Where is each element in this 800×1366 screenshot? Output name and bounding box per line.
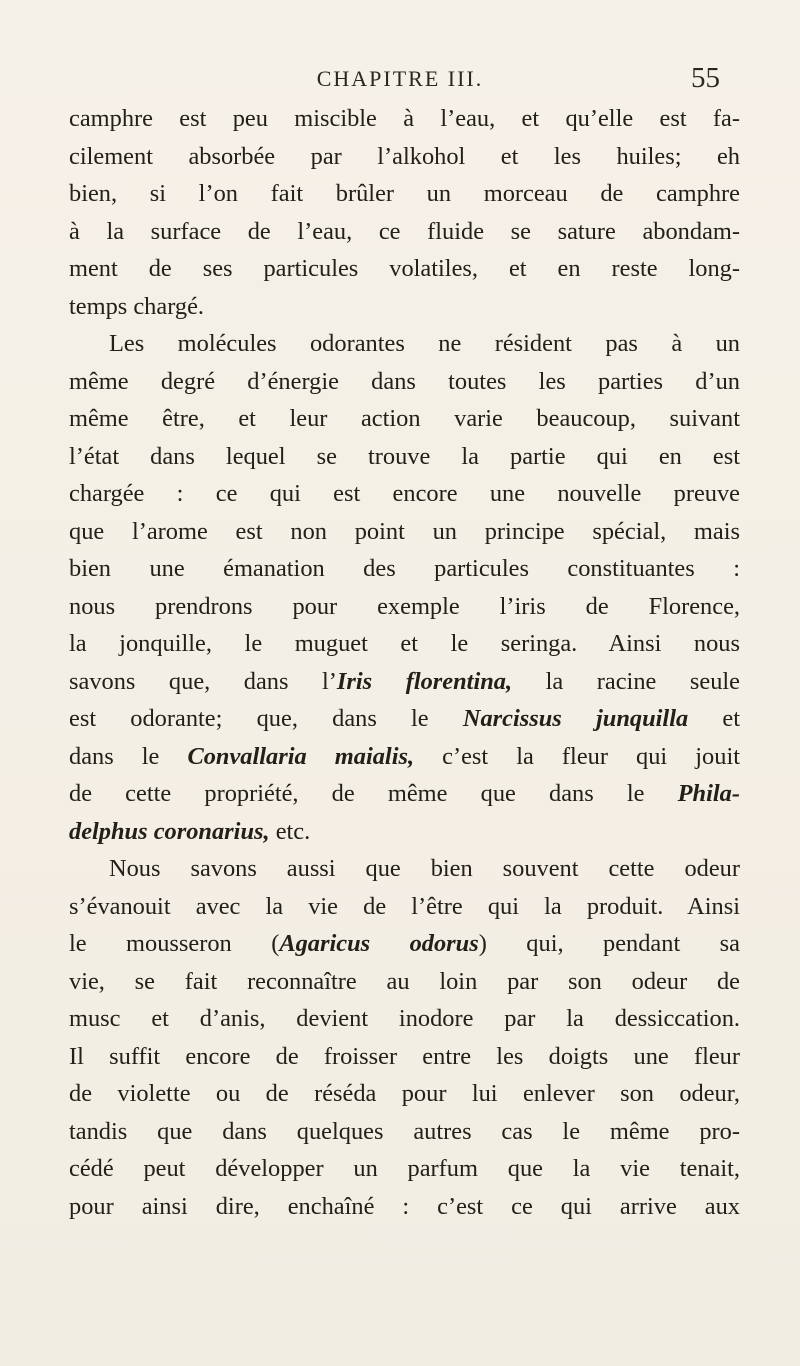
text-line: savons que, dans l’Iris florentina, la racine seule bbox=[69, 667, 740, 695]
text-line: que l’arome est non point un principe spécial, mais bbox=[69, 517, 740, 545]
species-name: Phila- bbox=[677, 780, 740, 807]
text-line: dans le Convallaria maialis, c’est la fleur qui jouit bbox=[69, 742, 740, 770]
text-line: chargée : ce qui est encore une nouvelle preuve bbox=[69, 480, 740, 507]
text-line: à la surface de l’eau, ce fluide se sature abondam- bbox=[69, 217, 740, 245]
page-number: 55 bbox=[691, 62, 720, 94]
text-line: cilement absorbée par l’alkohol et les huiles; eh bbox=[69, 142, 740, 170]
text-line: le mousseron (Agaricus odorus) qui, pendant sa bbox=[69, 930, 741, 957]
text-line: l’état dans lequel se trouve la partie qui en est bbox=[69, 442, 740, 470]
text-line: pour ainsi dire, enchaîné : c’est ce qui arrive aux bbox=[69, 1192, 740, 1220]
chapter-title: CHAPITRE III. bbox=[316, 66, 484, 91]
running-header bbox=[0, 62, 800, 98]
text-line: est odorante; que, dans le Narcissus junquilla et bbox=[69, 705, 740, 732]
species-name: Iris florentina, bbox=[336, 667, 513, 695]
text-line: tandis que dans quelques autres cas le même pro- bbox=[69, 1117, 740, 1145]
text-line: nous prendrons pour exemple l’iris de Florence, bbox=[69, 592, 740, 620]
text-line: cédé peut développer un parfum que la vie tenait, bbox=[69, 1155, 740, 1182]
text-line: temps chargé. bbox=[69, 292, 205, 320]
species-name: Convallaria maialis, bbox=[187, 742, 415, 770]
text-line: musc et d’anis, devient inodore par la dessiccation. bbox=[69, 1005, 740, 1032]
text-line: bien une émanation des particules constituantes : bbox=[69, 555, 740, 582]
species-name: delphus coronarius, bbox=[69, 817, 270, 845]
text-line: de violette ou de réséda pour lui enlever son odeur, bbox=[69, 1080, 740, 1107]
species-name: Narcissus junquilla bbox=[462, 705, 689, 732]
text-line: delphus coronarius, etc. bbox=[69, 817, 311, 845]
text-line: vie, se fait reconnaître au loin par son odeur de bbox=[69, 967, 740, 995]
text-line: Nous savons aussi que bien souvent cette odeur bbox=[109, 855, 740, 882]
text-line: Les molécules odorantes ne résident pas à un bbox=[109, 330, 740, 357]
text-line: la jonquille, le muguet et le seringa. Ainsi nous bbox=[69, 630, 740, 657]
text-line: s’évanouit avec la vie de l’être qui la produit. Ainsi bbox=[69, 892, 740, 920]
text-line: même être, et leur action varie beaucoup, suivant bbox=[69, 405, 740, 432]
text-line: Il suffit encore de froisser entre les doigts une fleur bbox=[69, 1042, 740, 1070]
text-line: camphre est peu miscible à l’eau, et qu’elle est fa- bbox=[69, 105, 740, 132]
text-line: bien, si l’on fait brûler un morceau de camphre bbox=[69, 180, 740, 207]
text-line: de cette propriété, de même que dans le Phila- bbox=[69, 780, 740, 807]
text-line: même degré d’énergie dans toutes les parties d’un bbox=[69, 367, 740, 395]
species-name: Agaricus odorus bbox=[279, 930, 479, 957]
body-text bbox=[69, 100, 740, 1225]
text-line: ment de ses particules volatiles, et en reste long- bbox=[69, 255, 740, 282]
